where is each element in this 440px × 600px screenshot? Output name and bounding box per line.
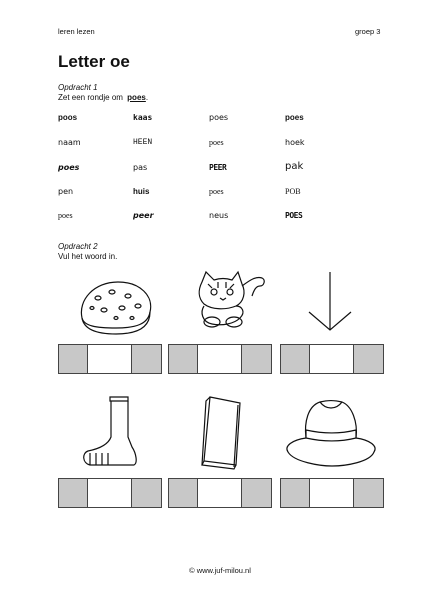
instruction-text: Zet een rondje om	[58, 93, 123, 102]
instruction-period: .	[145, 93, 149, 102]
box-start	[168, 478, 198, 508]
word-r1-c2: poes	[209, 138, 224, 147]
box-middle[interactable]	[198, 478, 242, 508]
box-end	[242, 344, 272, 374]
word-r0-c1: kaas	[133, 113, 153, 122]
box-middle[interactable]	[310, 478, 354, 508]
word-r3-c0: pen	[58, 187, 74, 196]
header-subject: leren lezen	[58, 27, 95, 36]
box-end	[354, 478, 384, 508]
footer-credit: © www.juf-milou.nl	[189, 566, 251, 575]
box-end	[132, 478, 162, 508]
word-r4-c0: poes	[58, 211, 73, 220]
box-start	[280, 344, 310, 374]
word-r3-c3: POB	[285, 187, 301, 196]
word-r4-c1: peer	[133, 211, 154, 220]
word-r1-c0: naam	[58, 138, 81, 147]
header-grade: groep 3	[355, 27, 381, 36]
answer-boxes-4	[58, 478, 162, 508]
word-r2-c3: pak	[285, 161, 304, 172]
word-r1-c3: hoek	[285, 138, 305, 147]
word-r2-c2: PEER	[209, 163, 227, 172]
box-middle[interactable]	[310, 344, 354, 374]
word-r0-c3: poes	[285, 113, 304, 122]
box-start	[168, 344, 198, 374]
answer-boxes-2	[168, 344, 272, 374]
word-r2-c0: poes	[58, 163, 80, 172]
word-r3-c2: poes	[209, 187, 224, 196]
answer-boxes-1	[58, 344, 162, 374]
box-middle[interactable]	[88, 478, 132, 508]
answer-boxes-3	[280, 344, 384, 374]
book-icon	[196, 393, 246, 471]
word-r2-c1: pas	[133, 163, 148, 172]
box-end	[132, 344, 162, 374]
box-end	[354, 344, 384, 374]
assignment1-instruction	[58, 93, 148, 102]
word-r4-c3: POES	[285, 211, 303, 220]
assignment2-heading: Opdracht 2	[58, 242, 98, 251]
word-r3-c1: huis	[133, 187, 150, 196]
word-r4-c2: neus	[209, 211, 229, 220]
assignment1-heading: Opdracht 1	[58, 83, 98, 92]
target-word: poes	[127, 93, 146, 102]
arrow-down-icon	[305, 270, 355, 335]
assignment2-instruction: Vul het woord in.	[58, 252, 118, 261]
box-middle[interactable]	[198, 344, 242, 374]
word-r0-c0: poos	[58, 113, 78, 122]
word-r1-c1: HEEN	[133, 138, 153, 147]
box-middle[interactable]	[88, 344, 132, 374]
box-end	[242, 478, 272, 508]
page-title: Letter oe	[58, 52, 130, 71]
foot-icon	[78, 393, 148, 471]
word-r0-c2: poes	[209, 113, 229, 122]
cat-icon	[190, 270, 270, 335]
box-start	[58, 344, 88, 374]
cookie-icon	[76, 278, 156, 338]
box-start	[58, 478, 88, 508]
box-start	[280, 478, 310, 508]
answer-boxes-6	[280, 478, 384, 508]
answer-boxes-5	[168, 478, 272, 508]
hat-icon	[284, 398, 379, 468]
